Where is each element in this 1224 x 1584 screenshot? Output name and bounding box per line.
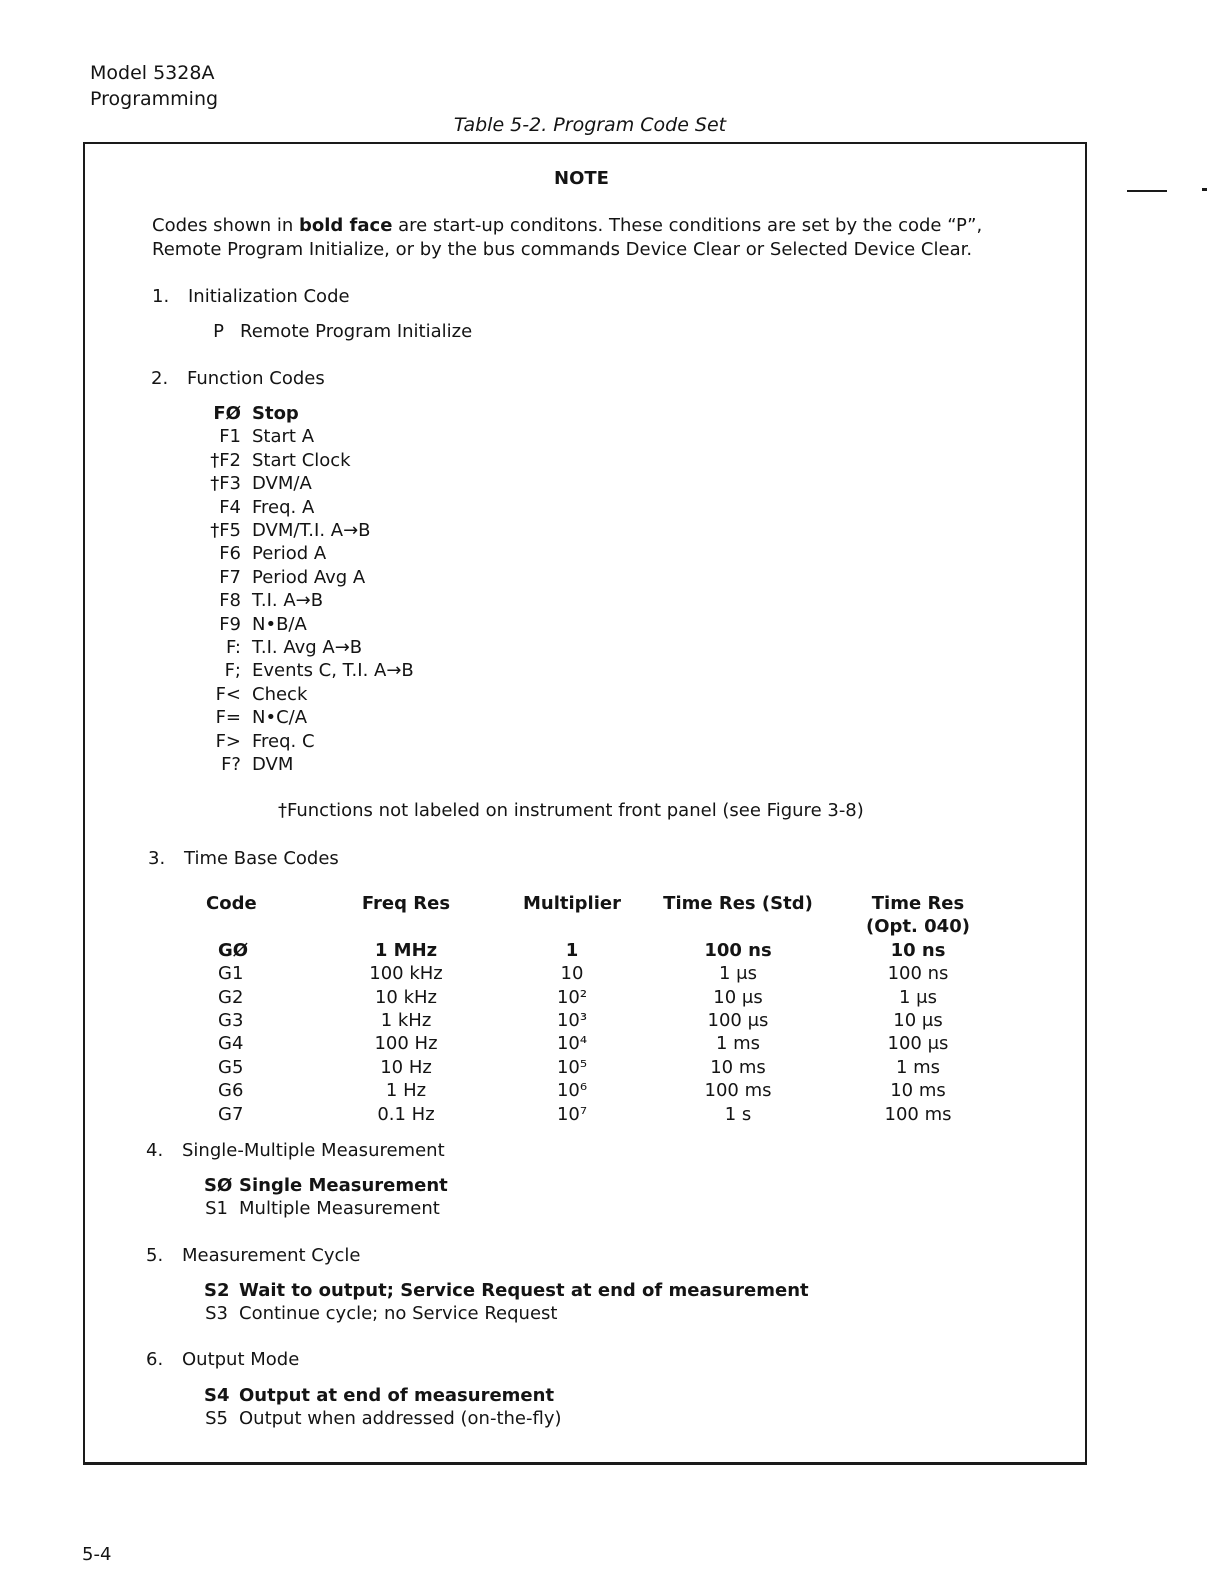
- list-item: [205, 425, 414, 448]
- function-code-list: [205, 402, 414, 777]
- table-cell: 1 μs: [718, 963, 757, 985]
- list-item: [204, 1302, 809, 1325]
- code-label: †F5: [210, 520, 241, 542]
- table-cell: 100 μs: [707, 1010, 769, 1032]
- code-label: F8: [219, 590, 241, 612]
- table-cell: 1 ms: [895, 1056, 941, 1078]
- page-number: 5-4: [82, 1544, 112, 1565]
- table-cell: G5: [218, 1056, 244, 1078]
- table-cell: 1 μs: [898, 986, 937, 1008]
- table-cell: G2: [218, 986, 244, 1008]
- code-label: †F2: [210, 449, 241, 471]
- note-title: NOTE: [554, 168, 609, 189]
- code-label: S5: [205, 1408, 228, 1430]
- column-header: Time Res (Std): [663, 893, 813, 914]
- table-cell: 10 μs: [713, 986, 763, 1008]
- section-heading-single-multiple: 4. Single-Multiple Measurement: [146, 1140, 445, 1161]
- list-item: [205, 706, 414, 729]
- code-label: F>: [215, 730, 241, 752]
- table-cell: G7: [218, 1103, 244, 1125]
- section-heading-initialization: 1. Initialization Code: [152, 286, 350, 307]
- code-description: DVM/T.I. A→B: [252, 520, 371, 542]
- section-heading-measurement-cycle: 5. Measurement Cycle: [146, 1245, 361, 1266]
- code-label: F9: [219, 613, 241, 635]
- code-label: F:: [225, 637, 241, 659]
- table-row: [198, 1056, 988, 1079]
- table-cell: 10 ms: [890, 1080, 946, 1102]
- code-description: DVM: [252, 754, 294, 776]
- table-cell: 0.1 Hz: [377, 1103, 435, 1125]
- table-cell: 100 kHz: [369, 963, 443, 985]
- code-description: Period A: [252, 543, 327, 565]
- list-item: [205, 542, 414, 565]
- table-cell: 10 ns: [890, 939, 946, 961]
- table-cell: 1 kHz: [380, 1010, 432, 1032]
- code-label: SØ: [204, 1175, 233, 1196]
- code-label: F6: [219, 543, 241, 565]
- table-cell: 100 ms: [884, 1103, 952, 1125]
- code-description: DVM/A: [252, 473, 312, 495]
- table-cell: 10 μs: [893, 1010, 943, 1032]
- table-cell: 10⁴: [556, 1033, 588, 1055]
- code-label: F;: [224, 660, 241, 682]
- table-cell: G6: [218, 1080, 244, 1102]
- code-label: S4: [204, 1385, 230, 1406]
- time-base-table: [198, 892, 988, 1126]
- code-label: †F3: [210, 473, 241, 495]
- column-header: Time Res (Opt. 040): [866, 893, 970, 938]
- code-description: T.I. A→B: [252, 590, 324, 612]
- table-cell: 10²: [556, 986, 588, 1008]
- code-description: Multiple Measurement: [239, 1198, 440, 1220]
- code-label: F7: [219, 566, 241, 588]
- list-item: [205, 683, 414, 706]
- page-header: [90, 60, 218, 112]
- code-label: S1: [205, 1198, 228, 1220]
- table-cell: 10 kHz: [374, 986, 438, 1008]
- table-cell: 10⁵: [556, 1056, 588, 1078]
- note-text: Codes shown in bold face are start-up conditons. These conditions are set by the code “P”, Remote Program Initialize, or by the bus commands Device Clear or Selected Device Clear.: [152, 215, 983, 260]
- list-item: [204, 1174, 448, 1197]
- table-cell: 1 ms: [715, 1033, 761, 1055]
- table-cell: 10⁷: [556, 1103, 588, 1125]
- list-item: [205, 402, 414, 425]
- column-header: Freq Res: [361, 893, 451, 914]
- table-header-row: [198, 892, 988, 939]
- table-cell: G4: [218, 1033, 244, 1055]
- table-row: [198, 986, 988, 1009]
- code-description: Output at end of measurement: [239, 1385, 555, 1406]
- table-row: [198, 939, 988, 962]
- code-description: Stop: [252, 403, 299, 424]
- list-item: [204, 1384, 562, 1407]
- table-cell: G3: [218, 1010, 244, 1032]
- code-label: F?: [221, 754, 241, 776]
- code-description: Freq. C: [252, 730, 315, 752]
- bold-face-label: bold face: [298, 215, 393, 236]
- code-description: Continue cycle; no Service Request: [239, 1303, 558, 1325]
- list-item: [205, 636, 414, 659]
- measurement-cycle-code-list: [204, 1279, 809, 1326]
- code-description: Wait to output; Service Request at end of measurement: [239, 1280, 809, 1301]
- list-item: [205, 496, 414, 519]
- list-item: [205, 730, 414, 753]
- initialization-code-list: [210, 320, 472, 343]
- code-description: Check: [252, 683, 308, 705]
- list-item: [205, 753, 414, 776]
- section-label: Programming: [90, 88, 219, 110]
- table-row: [198, 1009, 988, 1032]
- code-label: F1: [219, 426, 241, 448]
- table-row: [198, 1079, 988, 1102]
- code-description: Period Avg A: [252, 566, 366, 588]
- table-cell: 100 ms: [704, 1080, 772, 1102]
- code-description: N•C/A: [252, 707, 308, 729]
- code-description: Freq. A: [252, 496, 315, 518]
- list-item: [205, 449, 414, 472]
- table-cell: G1: [218, 963, 244, 985]
- table-cell: 1 s: [724, 1103, 752, 1125]
- table-cell: 10: [560, 963, 584, 985]
- section-heading-function-codes: 2. Function Codes: [151, 368, 325, 389]
- list-item: P Remote Program Initialize: [213, 321, 473, 342]
- code-description: Events C, T.I. A→B: [252, 660, 414, 682]
- table-row: [198, 962, 988, 985]
- list-item: [205, 613, 414, 636]
- list-item: [205, 659, 414, 682]
- table-cell: 100 Hz: [374, 1033, 438, 1055]
- change-bar: [1127, 190, 1167, 192]
- output-mode-code-list: [204, 1384, 562, 1431]
- code-label: FØ: [213, 403, 241, 424]
- column-header: Code: [206, 893, 257, 914]
- code-description: T.I. Avg A→B: [252, 637, 363, 659]
- table-cell: 10 Hz: [380, 1056, 432, 1078]
- list-item: [205, 566, 414, 589]
- table-cell: 100 ns: [704, 939, 772, 961]
- column-header: Multiplier: [523, 893, 621, 914]
- list-item: [204, 1197, 448, 1220]
- code-description: Output when addressed (on-the-fly): [239, 1408, 562, 1430]
- list-item: [204, 1279, 809, 1302]
- table-row: [198, 1032, 988, 1055]
- table-cell: 100 ns: [887, 963, 949, 985]
- table-caption: Table 5-2. Program Code Set: [453, 114, 727, 136]
- table-cell: 10 ms: [710, 1056, 766, 1078]
- list-item: [205, 472, 414, 495]
- table-cell: 1 Hz: [385, 1080, 427, 1102]
- margin-tick: [1202, 188, 1207, 191]
- table-cell: 100 μs: [887, 1033, 949, 1055]
- table-cell: 10⁶: [556, 1080, 588, 1102]
- table-cell: 10³: [556, 1010, 588, 1032]
- code-description: Single Measurement: [239, 1175, 448, 1196]
- code-label: F=: [215, 707, 241, 729]
- code-description: N•B/A: [252, 613, 307, 635]
- function-footnote: †Functions not labeled on instrument front panel (see Figure 3-8): [278, 800, 864, 821]
- section-heading-output-mode: 6. Output Mode: [146, 1349, 300, 1370]
- code-description: Start Clock: [252, 449, 351, 471]
- code-label: F4: [219, 496, 241, 518]
- single-multiple-code-list: [204, 1174, 448, 1221]
- table-cell: 1: [565, 939, 579, 961]
- list-item: [204, 1407, 562, 1430]
- list-item: [205, 589, 414, 612]
- model-label: Model 5328A: [90, 62, 215, 84]
- table-cell: GØ: [218, 939, 249, 961]
- code-description: Start A: [252, 426, 315, 448]
- code-label: S3: [205, 1303, 228, 1325]
- table-cell: 1 MHz: [374, 939, 438, 961]
- list-item: [205, 519, 414, 542]
- code-label: F<: [215, 683, 241, 705]
- code-label: S2: [204, 1280, 230, 1301]
- section-heading-time-base: 3. Time Base Codes: [148, 848, 339, 869]
- table-row: [198, 1103, 988, 1126]
